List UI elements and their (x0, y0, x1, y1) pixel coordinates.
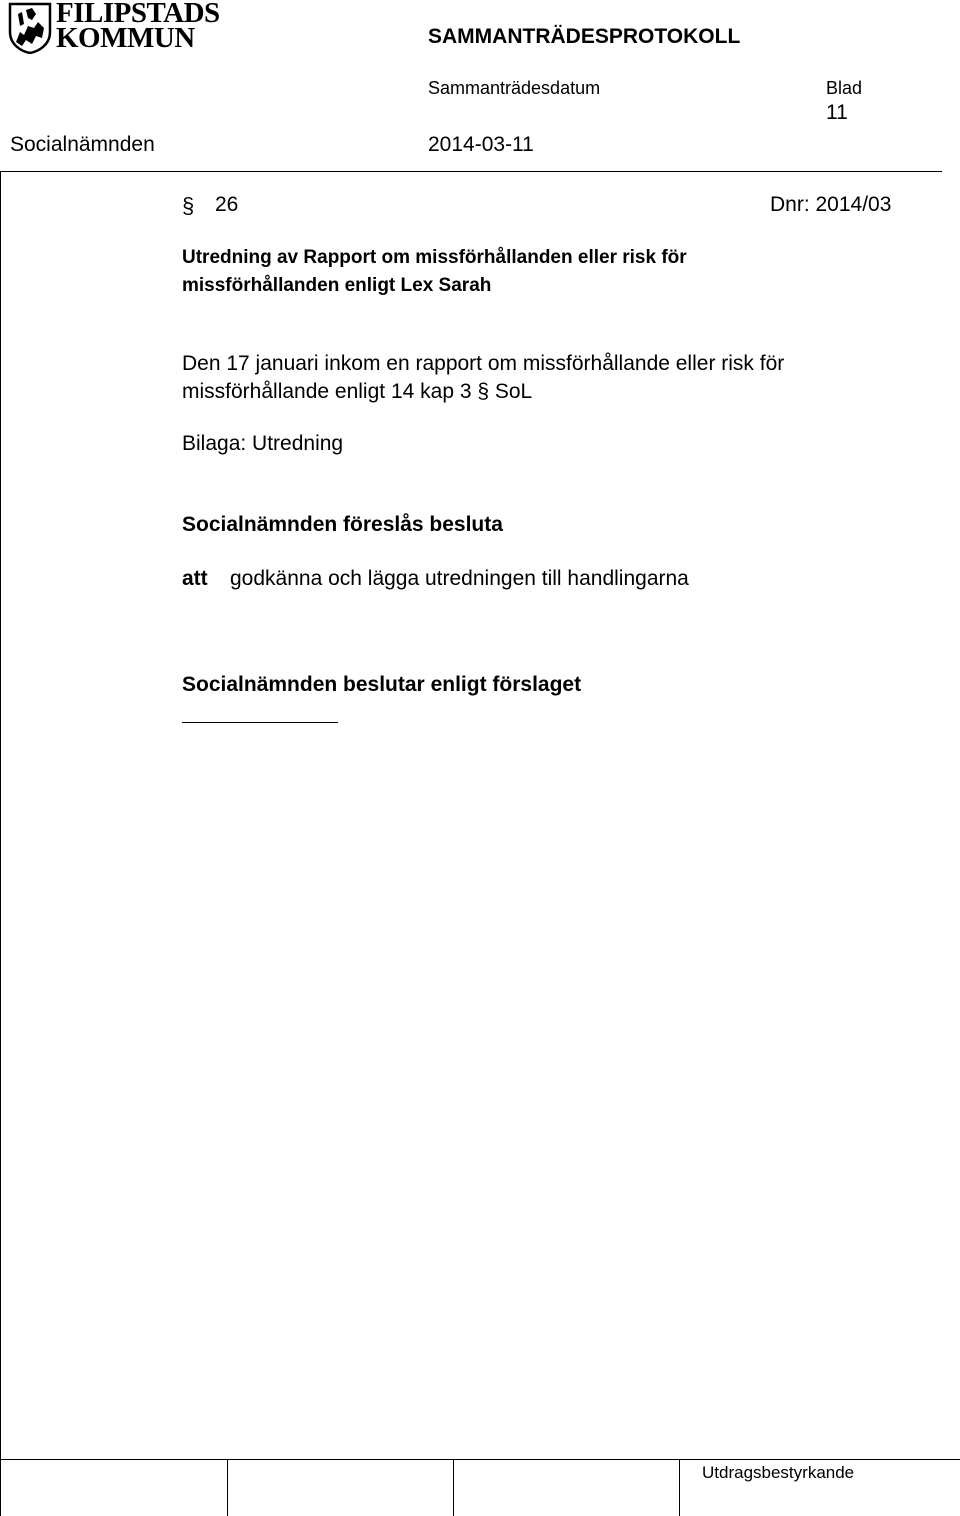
page-label: Blad (826, 78, 863, 98)
attachment-note: Bilaga: Utredning (182, 432, 344, 455)
meeting-date-label: Sammanträdesdatum (428, 78, 601, 98)
att-clause: godkänna och lägga utredningen till handlingarna (230, 567, 689, 590)
logo-wordmark-line2: KOMMUN (56, 22, 195, 54)
proposal-heading: Socialnämnden föreslås besluta (182, 513, 503, 536)
extract-certification-label: Utdragsbestyrkande (702, 1463, 855, 1482)
frame-left-rule (0, 171, 1, 1516)
case-number: Dnr: 2014/03 (770, 193, 892, 216)
body-text-line2-end: SoL (489, 380, 533, 403)
meeting-date: 2014-03-11 (428, 133, 534, 156)
body-text-line1: Den 17 januari inkom en rapport om missförhållande eller risk för (182, 352, 785, 375)
organization-name: Socialnämnden (10, 133, 155, 156)
logo-wordmark-line1: FILIPSTADS (56, 0, 220, 29)
frame-top-rule (0, 171, 942, 172)
item-title-line2: missförhållanden enligt Lex Sarah (182, 275, 492, 296)
footer-top-rule (0, 1459, 960, 1460)
section-number: 26 (215, 193, 239, 216)
decision-underline (182, 722, 338, 723)
page-number: 11 (826, 101, 848, 124)
coat-of-arms-icon (8, 2, 52, 54)
footer-signature-box-divider (679, 1459, 680, 1516)
section-sign: § (182, 193, 195, 218)
body-text-line2-start: missförhållande enligt 14 kap 3 (182, 380, 478, 403)
body-section-sign: § (477, 380, 490, 403)
decision-heading: Socialnämnden beslutar enligt förslaget (182, 673, 582, 696)
footer-signature-box-divider (227, 1459, 228, 1516)
document-type: SAMMANTRÄDESPROTOKOLL (428, 25, 741, 48)
att-label: att (182, 567, 208, 590)
body-text-line2 (182, 380, 532, 404)
item-title-line1: Utredning av Rapport om missförhållanden eller risk för (182, 247, 687, 268)
footer-signature-box-divider (453, 1459, 454, 1516)
